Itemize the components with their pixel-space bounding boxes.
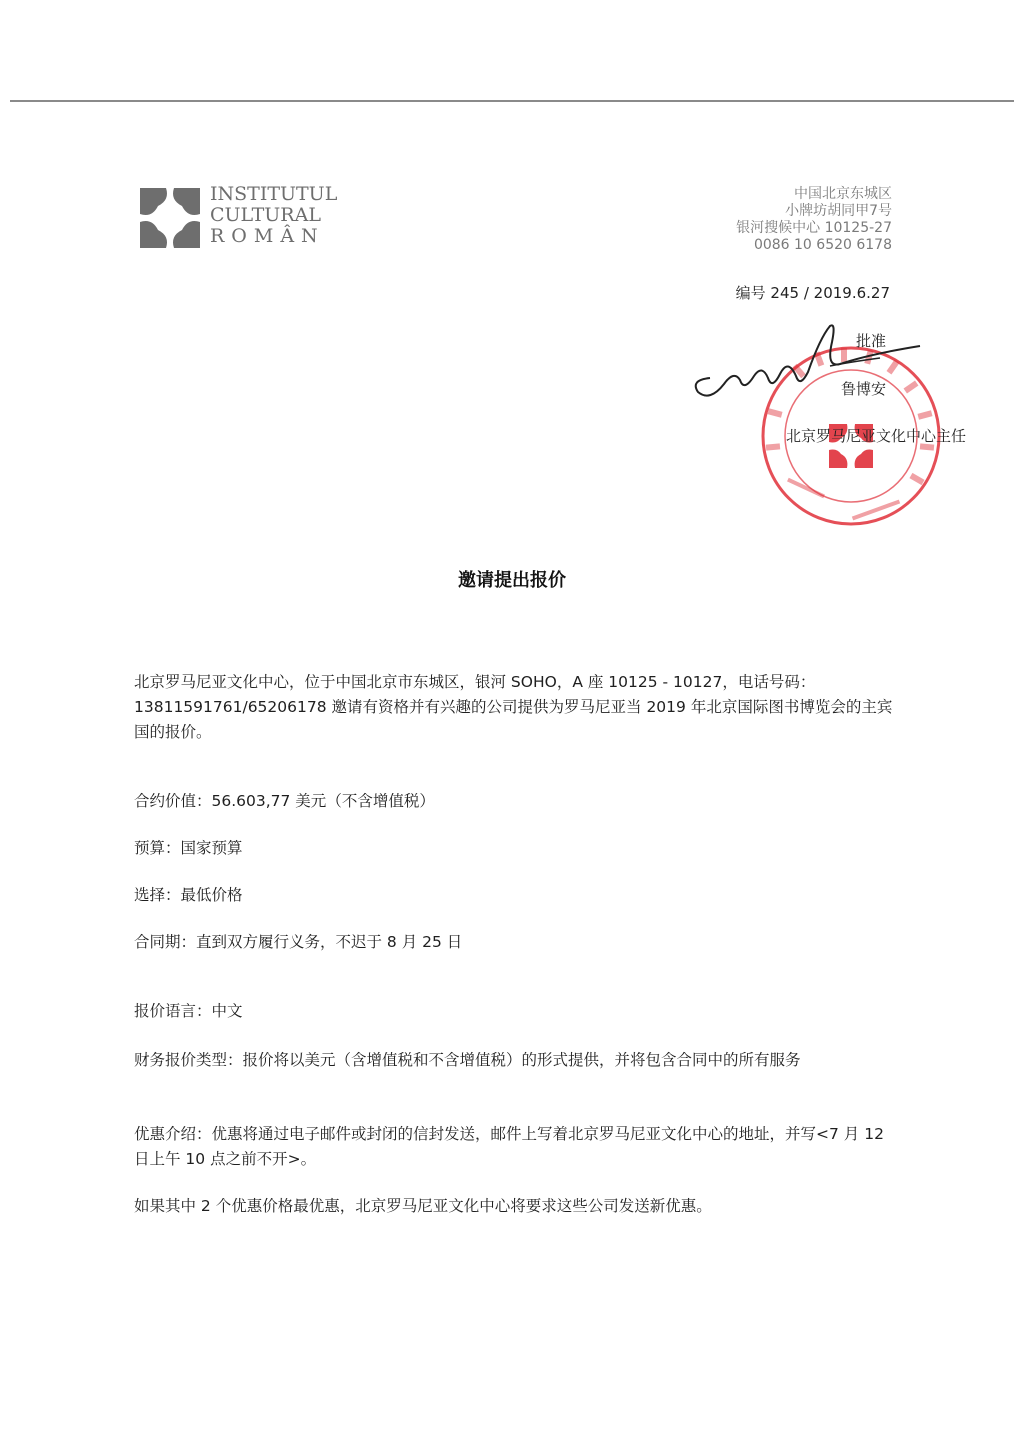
contract-period: 合同期：直到双方履行义务，不迟于 8 月 25 日 (134, 933, 463, 951)
intro-paragraph: 北京罗马尼亚文化中心，位于中国北京市东城区，银河 SOHO，A 座 10125 - 10127，电话号码：13811591761/65206178 邀请有资格并有兴趣的公司提供为罗马尼亚当 2019 年北京国际图书博览会的主宾国的报价。 (134, 673, 893, 741)
logo-line-2: CULTURAL (210, 204, 321, 226)
logo-line-1: INSTITUTUL (210, 183, 338, 205)
director-signature (680, 318, 940, 408)
budget: 预算：国家预算 (134, 839, 243, 857)
institute-logo (136, 184, 346, 256)
director-name: 鲁博安 (840, 380, 886, 398)
address-line: 银河搜候中心 10125-27 (736, 220, 892, 236)
address-line: 0086 10 6520 6178 (753, 237, 892, 253)
logo-wordmark (210, 184, 337, 247)
director-position: 北京罗马尼亚文化中心主任 (785, 427, 966, 445)
closing-note: 如果其中 2 个优惠价格最优惠，北京罗马尼亚文化中心将要求这些公司发送新优惠。 (134, 1197, 712, 1215)
address-block (736, 186, 892, 254)
top-divider (10, 100, 1014, 102)
offer-language: 报价语言：中文 (134, 1002, 243, 1020)
address-line: 中国北京东城区 (794, 186, 892, 202)
icr-cross-logo-icon (136, 184, 204, 252)
contract-value: 合约价值：56.603,77 美元（不含增值税） (134, 792, 435, 810)
selection-criteria: 选择：最低价格 (134, 886, 243, 904)
address-line: 小牌坊胡同甲7号 (785, 203, 892, 219)
financial-offer-type: 财务报价类型：报价将以美元（含增值税和不含增值税）的形式提供，并将包含合同中的所有服务 (134, 1051, 801, 1069)
offer-submission: 优惠介绍：优惠将通过电子邮件或封闭的信封发送，邮件上写着北京罗马尼亚文化中心的地址，并写<7 月 12 日上午 10 点之前不开>。 (134, 1125, 884, 1168)
reference-number: 编号 245 / 2019.6.27 (735, 284, 890, 302)
logo-line-3: ROMÂN (210, 225, 325, 247)
approval-label: 批准 (855, 332, 886, 350)
document-title: 邀请提出报价 (458, 570, 566, 591)
